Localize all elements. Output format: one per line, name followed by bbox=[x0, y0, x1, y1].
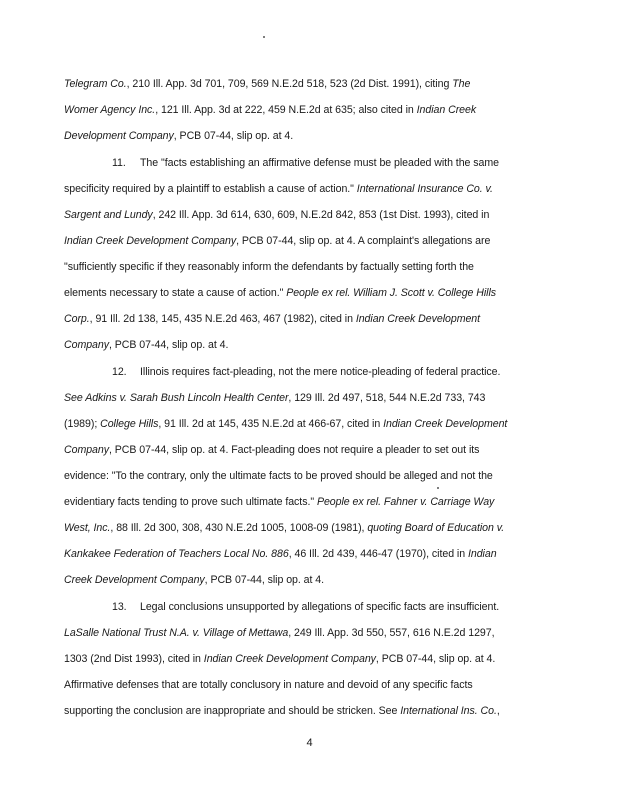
text-segment: , 88 Ill. 2d 300, 308, 430 N.E.2d 1005, 1008-09 (1981), bbox=[110, 522, 368, 534]
case-citation: Indian Creek bbox=[416, 104, 477, 116]
text-line bbox=[64, 313, 564, 326]
case-citation: quoting Board of Education v. bbox=[367, 522, 505, 534]
text-line bbox=[64, 183, 564, 196]
paragraph-number: 13. bbox=[112, 601, 127, 613]
text-line bbox=[64, 653, 564, 666]
case-citation: College Hills bbox=[100, 418, 159, 430]
case-citation: The bbox=[452, 78, 471, 90]
text-line bbox=[64, 261, 564, 274]
case-citation: Development Company bbox=[64, 130, 174, 142]
case-citation: Indian Creek Development bbox=[355, 313, 481, 325]
text-segment: , 121 Ill. App. 3d at 222, 459 N.E.2d at 635; also cited in bbox=[155, 104, 417, 116]
text-line bbox=[64, 444, 564, 457]
text-line bbox=[64, 418, 564, 431]
case-citation: Indian bbox=[467, 548, 497, 560]
case-citation: Indian Creek Development Company bbox=[203, 653, 376, 665]
text-line bbox=[64, 522, 564, 535]
paragraph-number: 12. bbox=[112, 366, 127, 378]
text-line bbox=[64, 287, 564, 300]
text-segment: , 46 Ill. 2d 439, 446-47 (1970), cited in bbox=[288, 548, 468, 560]
text-segment: elements necessary to state a cause of action." bbox=[64, 287, 287, 299]
case-citation: International Insurance Co. v. bbox=[356, 183, 493, 195]
case-citation: Indian Creek Development bbox=[383, 418, 508, 430]
text-line bbox=[64, 574, 564, 587]
text-segment: , PCB 07-44, slip op. at 4. bbox=[173, 130, 294, 142]
paragraph-number: 11. bbox=[112, 157, 126, 169]
text-line bbox=[64, 392, 564, 405]
text-segment: Legal conclusions unsupported by allegations of specific facts are insufficient. bbox=[140, 601, 500, 613]
scan-speck bbox=[437, 487, 439, 489]
text-line bbox=[64, 366, 564, 379]
text-segment: , 210 Ill. App. 3d 701, 709, 569 N.E.2d 518, 523 (2d Dist. 1991), citing bbox=[126, 78, 453, 90]
text-line bbox=[64, 235, 564, 248]
text-segment: Affirmative defenses that are totally conclusory in nature and devoid of any specific facts bbox=[64, 679, 473, 691]
text-segment: , PCB 07-44, slip op. at 4. Fact-pleading does not require a pleader to set out its bbox=[109, 444, 480, 456]
text-segment: evidentiary facts tending to prove such ultimate facts." bbox=[64, 496, 317, 508]
text-line bbox=[64, 705, 564, 718]
text-line bbox=[64, 209, 564, 222]
text-segment: , 129 Ill. 2d 497, 518, 544 N.E.2d 733, 743 bbox=[288, 392, 486, 404]
case-citation: Company bbox=[64, 444, 109, 456]
text-segment: The "facts establishing an affirmative defense must be pleaded with the same bbox=[140, 157, 499, 169]
case-citation: Indian Creek Development Company bbox=[64, 235, 237, 247]
case-citation: Sargent and Lundy bbox=[64, 209, 153, 221]
text-line bbox=[64, 157, 564, 170]
case-citation: Womer Agency Inc. bbox=[64, 104, 156, 116]
text-line bbox=[64, 470, 564, 483]
text-line bbox=[64, 130, 564, 143]
text-segment: , PCB 07-44, slip op. at 4. A complaint's allegations are bbox=[236, 235, 491, 247]
case-citation: People ex rel. Fahner v. Carriage Way bbox=[316, 496, 495, 508]
text-segment: (1989); bbox=[64, 418, 101, 430]
text-line bbox=[64, 78, 564, 91]
case-citation: Company bbox=[64, 339, 109, 351]
text-segment: , bbox=[496, 705, 500, 717]
text-segment: "sufficiently specific if they reasonably inform the defendants by factually setting forth the bbox=[64, 261, 474, 273]
case-citation: Creek Development Company bbox=[64, 574, 205, 586]
case-citation: West, Inc. bbox=[64, 522, 111, 534]
case-citation: Kankakee Federation of Teachers Local No. 886 bbox=[64, 548, 289, 560]
text-segment: supporting the conclusion are inappropriate and should be stricken. See bbox=[64, 705, 401, 717]
text-segment: , 249 Ill. App. 3d 550, 557, 616 N.E.2d 1297, bbox=[288, 627, 495, 639]
case-citation: Corp. bbox=[64, 313, 90, 325]
text-line bbox=[64, 548, 564, 561]
text-segment: Illinois requires fact-pleading, not the mere notice-pleading of federal practice. bbox=[140, 366, 501, 378]
text-line bbox=[64, 627, 564, 640]
text-segment: , 91 Ill. 2d at 145, 435 N.E.2d at 466-67, cited in bbox=[158, 418, 384, 430]
case-citation: See Adkins v. Sarah Bush Lincoln Health Center bbox=[64, 392, 289, 404]
text-segment: , PCB 07-44, slip op. at 4. bbox=[109, 339, 229, 351]
case-citation: People ex rel. William J. Scott v. College Hills bbox=[286, 287, 497, 299]
scan-speck bbox=[263, 36, 265, 38]
case-citation: LaSalle National Trust N.A. v. Village of Mettawa bbox=[64, 627, 289, 639]
text-line bbox=[64, 679, 564, 692]
text-line bbox=[64, 104, 564, 117]
text-line bbox=[64, 496, 564, 509]
text-segment: 1303 (2nd Dist 1993), cited in bbox=[64, 653, 204, 665]
text-segment: , 91 Ill. 2d 138, 145, 435 N.E.2d 463, 467 (1982), cited in bbox=[89, 313, 356, 325]
case-citation: International Ins. Co. bbox=[400, 705, 497, 717]
text-line bbox=[64, 339, 564, 352]
case-citation: Telegram Co. bbox=[64, 78, 127, 90]
page-number: 4 bbox=[306, 737, 313, 749]
text-segment: , PCB 07-44, slip op. at 4. bbox=[375, 653, 496, 665]
text-segment: specificity required by a plaintiff to establish a cause of action." bbox=[64, 183, 357, 195]
text-segment: , 242 Ill. App. 3d 614, 630, 609, N.E.2d 842, 853 (1st Dist. 1993), cited in bbox=[152, 209, 490, 221]
text-line bbox=[64, 601, 564, 614]
text-segment: , PCB 07-44, slip op. at 4. bbox=[204, 574, 325, 586]
text-segment: evidence: "To the contrary, only the ultimate facts to be proved should be alleged and not the bbox=[64, 470, 493, 482]
